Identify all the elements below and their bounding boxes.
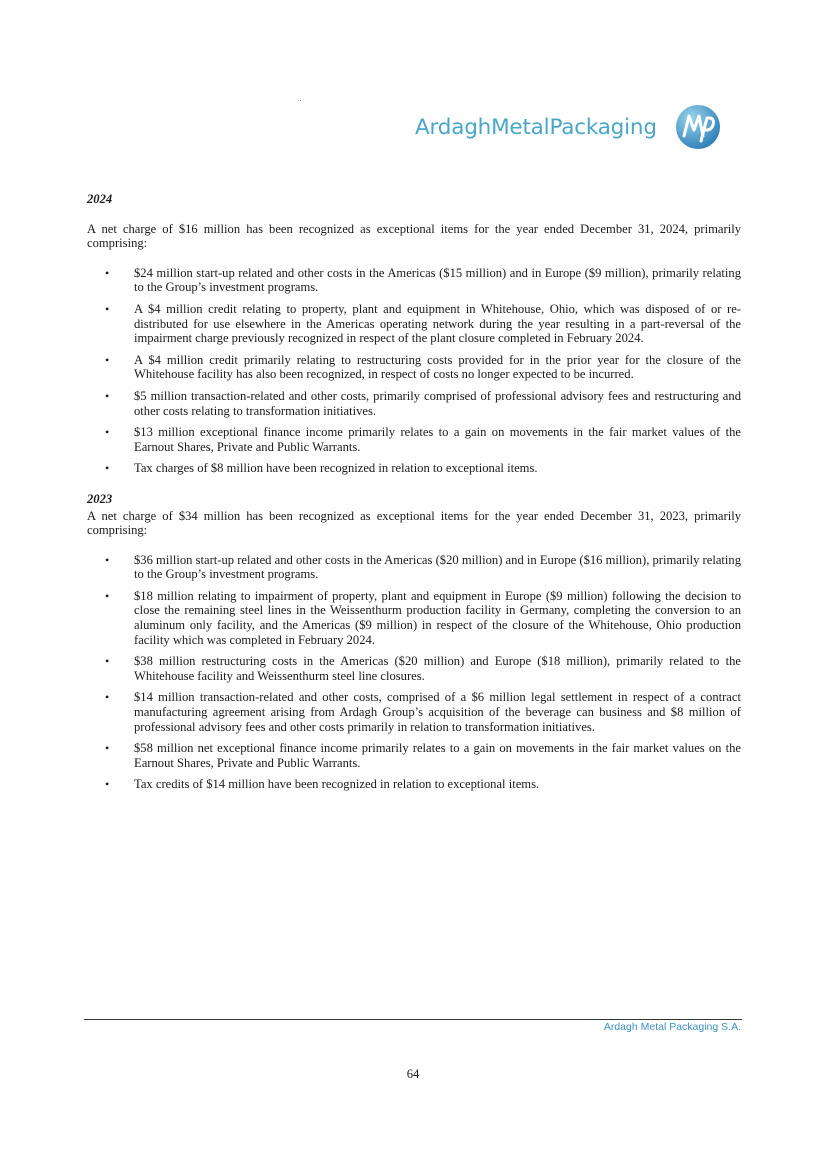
list-item-text: $5 million transaction-related and other costs, primarily comprised of professional advisory fees and restructuring and other costs relating to transformation initiatives. xyxy=(134,388,741,418)
bullet-mark: • xyxy=(105,552,110,567)
intro-2024: A net charge of $16 million has been recognized as exceptional items for the year ended December 31, 2024, primarily comprising: xyxy=(87,221,741,251)
list-item xyxy=(87,777,741,792)
main-content xyxy=(87,192,741,792)
list-item xyxy=(87,589,741,647)
bullet-mark: • xyxy=(105,777,110,792)
list-item-text: $38 million restructuring costs in the Americas ($20 million) and Europe ($18 million), primarily related to the Whitehouse facility and Weissenthurm steel line closures. xyxy=(134,654,741,683)
footer-divider xyxy=(84,1019,742,1020)
list-item xyxy=(87,654,741,683)
list-item-text: A $4 million credit relating to property, plant and equipment in Whitehouse, Ohio, which was disposed of or re-distributed for use elsewhere in the Americas operating network during the year resulting in a part-reversal of the impairment charge previously recognized in respect of the plant closure completed in February 2024. xyxy=(134,301,741,346)
list-item xyxy=(87,553,741,582)
bullet-mark: • xyxy=(105,301,110,316)
list-item xyxy=(87,741,741,770)
bullet-mark: • xyxy=(105,741,110,756)
bullet-mark: • xyxy=(105,654,110,669)
list-item xyxy=(87,690,741,734)
list-item-text: $14 million transaction-related and other costs, comprised of a $6 million legal settlement in respect of a contract manufacturing agreement arising from Ardagh Group’s acquisition of the beverage can business and $8 million of professional advisory fees and other costs primarily in relation to transformation initiatives. xyxy=(134,690,741,734)
bullets-2024 xyxy=(87,266,741,476)
list-item-text: Tax charges of $8 million have been recognized in relation to exceptional items. xyxy=(134,461,538,476)
list-item xyxy=(87,266,741,295)
footer-company: Ardagh Metal Packaging S.A. xyxy=(603,1021,741,1033)
list-item-text: $18 million relating to impairment of property, plant and equipment in Europe ($9 million) following the decision to close the remaining steel lines in the Weissenthurm production facility in Germany, completing the conversion to an aluminum only facility, and the Americas ($9 million) in respect of the closure of the Whitehouse, Ohio production facility which was completed in February 2024. xyxy=(134,588,741,647)
bullet-mark: • xyxy=(105,388,110,403)
list-item xyxy=(87,353,741,382)
section-year-2024: 2024 xyxy=(87,192,113,206)
bullet-mark: • xyxy=(105,425,110,440)
bullet-mark: • xyxy=(105,265,110,280)
list-item xyxy=(87,302,741,346)
bullet-mark: • xyxy=(105,461,110,476)
section-year-2023: 2023 xyxy=(87,491,113,506)
list-item-text: $13 million exceptional finance income primarily relates to a gain on movements in the fair market values of the Earnout Shares, Private and Public Warrants. xyxy=(134,425,741,454)
page-number: 64 xyxy=(406,1067,420,1081)
list-item-text: $36 million start-up related and other costs in the Americas ($20 million) and in Europe ($16 million), primarily relating to the Group’s investment programs. xyxy=(134,552,741,582)
stray-mark xyxy=(300,100,301,101)
list-item xyxy=(87,389,741,418)
brand-part-metal: Metal xyxy=(491,115,550,140)
list-item-text: $24 million start-up related and other costs in the Americas ($15 million) and in Europe ($9 million), primarily relating to the Group’s investment programs. xyxy=(134,265,741,295)
amp-logo-icon xyxy=(674,103,722,151)
list-item-text: A $4 million credit primarily relating to restructuring costs provided for in the prior year for the closure of the Whitehouse facility has also been recognized, in respect of costs no longer expected to be incurred. xyxy=(134,352,741,382)
bullet-mark: • xyxy=(105,588,110,603)
bullets-2023 xyxy=(87,553,741,792)
bullet-mark: • xyxy=(105,352,110,367)
brand-part-packaging: Packaging xyxy=(549,115,657,140)
list-item-text: $58 million net exceptional finance income primarily relates to a gain on movements in the fair market values on the Earnout Shares, Private and Public Warrants. xyxy=(134,741,741,770)
intro-2023: A net charge of $34 million has been recognized as exceptional items for the year ended December 31, 2023, primarily comprising: xyxy=(87,508,741,538)
list-item xyxy=(87,461,741,476)
brand-part-ardagh: Ardagh xyxy=(415,115,492,140)
list-item xyxy=(87,425,741,454)
list-item-text: Tax credits of $14 million have been recognized in relation to exceptional items. xyxy=(134,777,540,792)
bullet-mark: • xyxy=(105,690,110,705)
brand-wordmark xyxy=(415,115,657,140)
